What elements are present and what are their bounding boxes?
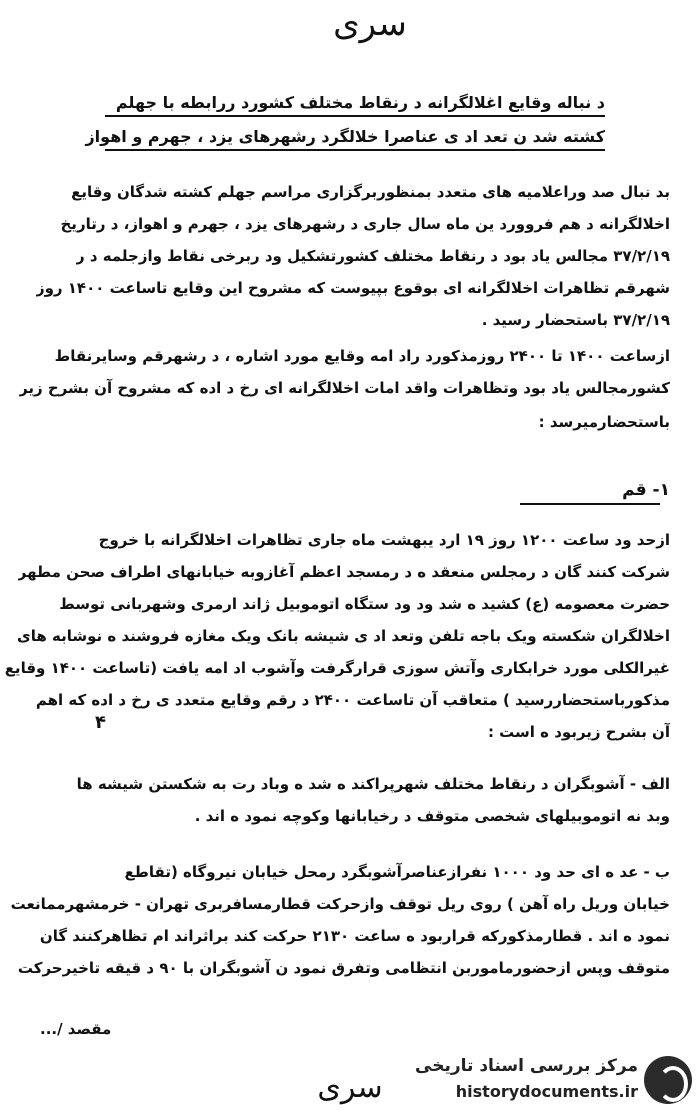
paragraph-1-line: بد نبال صد وراعلامیه های متعدد بمنظوربرگزاری مراسم جهلم کشته شدگان وقایع <box>71 183 670 201</box>
section-paragraph-line: ازحد ود ساعت ۱۲۰۰ روز ۱۹ ارد یبهشت ماه جاری تظاهرات اخلالگرانه با خروج <box>98 531 670 549</box>
paragraph-1-line: اخلالگرانه د هم فروورد ین ماه سال جاری د رشهرهای یزد ، جهرم و اهواز، د رتاریخ <box>60 215 670 233</box>
item-b-line: ب - عد ه ای حد ود ۱۰۰۰ نفرازعناصرآشوبگرد رمحل خیابان نیروگاه (تقاطع <box>124 863 670 881</box>
paragraph-1-line: ۳۷/۲/۱۹ مجالس یاد بود د رنقاط مختلف کشورتشکیل ود ربرخی نقاط وازجلمه د ر <box>76 247 670 265</box>
section-underline <box>520 503 660 505</box>
item-b-line: متوقف وپس ازحضورماموربن انتظامی وتفرق نمود ن آشوبگران با ۹۰ د قیقه تاخیرحرکت <box>17 959 670 977</box>
classification-stamp-bottom: سری <box>317 1070 383 1105</box>
section-paragraph-line: غیرالکلی مورد خرابکاری وآتش سوزی قرارگرفت وآشوب اد امه یافت (تاساعت ۱۴۰۰ وقایع <box>4 659 670 677</box>
section-paragraph-line: اخلالگران شکسته ویک باجه تلفن وتعد اد ی شیشه بانک ویک مغازه فروشند ه نوشابه های <box>17 627 670 645</box>
document-title-line-2: کشته شد ن تعد اد ی عناصرا خلالگرد رشهرهای یزد ، جهرم و اهواز <box>85 127 605 146</box>
section-paragraph-line: مذکورباستحضاررسید ) متعاقب آن تاساعت ۲۴۰۰ د رقم وقایع متعدد ی رخ د اده که اهم <box>35 691 670 709</box>
item-a-line: وبد نه اتوموبیلهای شخصی متوقف د رخیابانها وکوچه نمود ه اند . <box>194 807 670 825</box>
margin-mark: ۴ <box>95 712 106 733</box>
section-heading: ۱- قم <box>622 480 670 500</box>
classification-stamp-top: سری <box>333 4 407 44</box>
paragraph-2-line: ازساعت ۱۴۰۰ تا ۲۴۰۰ روزمذکورد راد امه وقایع مورد اشاره ، د رشهرقم وسایرنقاط <box>54 347 670 365</box>
title-underline-2 <box>105 149 605 151</box>
section-paragraph-line: حضرت معصومه (ع) کشید ه شد ود ود ستگاه اتوموبیل ژاند ارمری وشهربانی توسط <box>59 595 670 613</box>
paragraph-1-line: شهرقم تظاهرات اخلالگرانه ای بوقوع بپیوست که مشروح این وقایع تاساعت ۱۴۰۰ روز <box>35 279 670 297</box>
archive-watermark <box>415 1050 700 1111</box>
section-paragraph-line: آن بشرح زیربود ه است : <box>487 723 670 741</box>
item-b-line: خیابان وریل راه آهن ) روی ریل توقف وازحرکت قطارمسافربری تهران - خرمشهرممانعت <box>10 895 670 913</box>
document-title-line-1: د نباله وقایع اغلالگرانه د رنقاط مختلف کشورد ررابطه با جهلم <box>115 93 605 112</box>
archive-logo-icon <box>644 1056 692 1104</box>
continuation-note: مقصد /... <box>40 1020 112 1038</box>
watermark-title: مرکز بررسی اسناد تاریخی <box>415 1056 638 1076</box>
title-underline-1 <box>105 115 605 117</box>
paragraph-1-line: ۳۷/۲/۱۹ باستحضار رسید . <box>481 311 670 329</box>
paragraph-2-line: کشورمجالس یاد بود وتظاهرات واقد امات اخلالگرانه ای رخ د اده که مشروح آن بشرح زیر <box>19 379 670 397</box>
paragraph-2-line: باستحضارمیرسد : <box>538 413 670 431</box>
watermark-url: historydocuments.ir <box>455 1082 638 1101</box>
item-a-line: الف - آشوبگران د رنقاط مختلف شهرپراکند ه شد ه وباد رت به شکستن شیشه ها <box>76 775 670 793</box>
section-paragraph-line: شرکت کنند گان د رمجلس منعقد ه د رمسجد اعظم آغازوبه خیابانهای اطراف صحن مطهر <box>17 563 670 581</box>
item-b-line: نمود ه اند . قطارمذکورکه قراربود ه ساعت ۲۱۳۰ حرکت کند براثراند ام تظاهرکنند گان <box>39 927 670 945</box>
